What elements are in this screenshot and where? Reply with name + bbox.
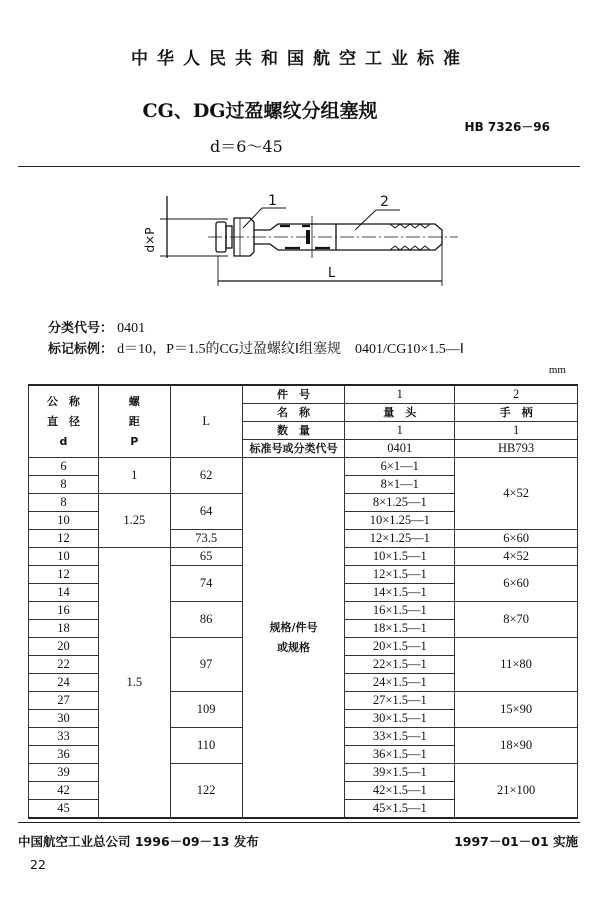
table-cell: 18×90 — [455, 728, 578, 764]
table-cell: 110 — [170, 728, 242, 764]
table-cell: 8×70 — [455, 602, 578, 638]
table-cell: 4×52 — [455, 548, 578, 566]
quantity-1: 1 — [345, 422, 455, 440]
table-cell: 45×1.5—1 — [345, 800, 455, 819]
table-cell: 14 — [29, 584, 99, 602]
header-name: 名 称 — [242, 404, 345, 422]
marking-example-label: 标记标例： — [48, 342, 114, 357]
standard-no-1: 0401 — [345, 440, 455, 458]
bottom-rule — [18, 822, 580, 823]
table-cell: 10×1.25—1 — [345, 512, 455, 530]
callout-1: 1 — [268, 193, 277, 209]
quantity-2: 1 — [455, 422, 578, 440]
standard-no-2: HB793 — [455, 440, 578, 458]
dim-length-label: L — [328, 266, 336, 281]
page-number: 22 — [30, 857, 46, 872]
dim-diameter-label: d×P — [143, 227, 157, 253]
callout-2: 2 — [380, 194, 389, 210]
table-cell: 10 — [29, 548, 99, 566]
unit-label: mm — [548, 364, 566, 376]
table-cell: 109 — [170, 692, 242, 728]
document-title: CG、DG过盈螺纹分组塞规 — [142, 100, 378, 122]
table-cell: 33×1.5—1 — [345, 728, 455, 746]
plug-gauge-drawing — [140, 178, 460, 292]
table-cell: 16×1.5—1 — [345, 602, 455, 620]
standard-code: HB 7326－96 — [464, 120, 550, 134]
publisher-line: 中国航空工业总公司 1996－09－13 发布 — [18, 834, 259, 849]
table-cell: 74 — [170, 566, 242, 602]
table-cell: 1.25 — [98, 494, 170, 548]
table-cell: 24×1.5—1 — [345, 674, 455, 692]
header-part-no: 件 号 — [242, 385, 345, 404]
table-cell: 12 — [29, 530, 99, 548]
table-cell: 30 — [29, 710, 99, 728]
name-1: 量 头 — [345, 404, 455, 422]
table-cell: 27×1.5—1 — [345, 692, 455, 710]
table-cell: 22 — [29, 656, 99, 674]
table-cell: 18 — [29, 620, 99, 638]
top-rule — [18, 166, 580, 167]
classification-label: 分类代号： — [48, 321, 114, 336]
table-cell: 64 — [170, 494, 242, 530]
table-cell: 65 — [170, 548, 242, 566]
table-cell: 20 — [29, 638, 99, 656]
table-cell: 62 — [170, 458, 242, 494]
table-cell: 39 — [29, 764, 99, 782]
table-cell: 6×60 — [455, 566, 578, 602]
table-cell: 30×1.5—1 — [345, 710, 455, 728]
table-cell: 12×1.25—1 — [345, 530, 455, 548]
table-cell: 1 — [98, 458, 170, 494]
table-cell: 21×100 — [455, 764, 578, 819]
header-nominal-diameter: 公 称 直 径 d — [29, 385, 99, 458]
table-cell: 122 — [170, 764, 242, 819]
table-cell: 33 — [29, 728, 99, 746]
table-cell: 10×1.5—1 — [345, 548, 455, 566]
table-cell: 12 — [29, 566, 99, 584]
table-cell: 1.5 — [98, 548, 170, 819]
table-cell: 36 — [29, 746, 99, 764]
effective-date: 1997－01－01 实施 — [454, 834, 578, 849]
table-cell: 8×1—1 — [345, 476, 455, 494]
standard-body-header: 中华人民共和国航空工业标准 — [131, 49, 469, 69]
table-cell: 12×1.5—1 — [345, 566, 455, 584]
table-cell: 73.5 — [170, 530, 242, 548]
table-cell: 18×1.5—1 — [345, 620, 455, 638]
table-cell: 8 — [29, 494, 99, 512]
table-cell: 24 — [29, 674, 99, 692]
table-cell: 45 — [29, 800, 99, 819]
part-no-1: 1 — [345, 385, 455, 404]
table-cell: 8×1.25—1 — [345, 494, 455, 512]
table-cell: 22×1.5—1 — [345, 656, 455, 674]
header-length: L — [170, 385, 242, 458]
table-cell: 97 — [170, 638, 242, 692]
table-cell: 6×1—1 — [345, 458, 455, 476]
table-cell: 11×80 — [455, 638, 578, 692]
table-cell: 14×1.5—1 — [345, 584, 455, 602]
table-cell: 42 — [29, 782, 99, 800]
table-cell: 16 — [29, 602, 99, 620]
gauge-spec-table — [28, 384, 578, 819]
table-cell: 39×1.5—1 — [345, 764, 455, 782]
table-cell: 42×1.5—1 — [345, 782, 455, 800]
table-cell: 6×60 — [455, 530, 578, 548]
name-2: 手 柄 — [455, 404, 578, 422]
table-cell: 36×1.5—1 — [345, 746, 455, 764]
table-row — [29, 458, 578, 476]
classification-block — [48, 318, 464, 360]
table-cell: 10 — [29, 512, 99, 530]
table-cell: 15×90 — [455, 692, 578, 728]
table-cell: 86 — [170, 602, 242, 638]
header-pitch: 螺 距 P — [98, 385, 170, 458]
table-cell: 6 — [29, 458, 99, 476]
table-cell: 8 — [29, 476, 99, 494]
marking-example-value: d＝10，P＝1.5的CG过盈螺纹Ⅰ组塞规 0401/CG10×1.5—Ⅰ — [117, 342, 464, 357]
spec-label-cell: 规格/件号 或规格 — [242, 458, 345, 819]
classification-value: 0401 — [117, 321, 146, 336]
table-cell: 27 — [29, 692, 99, 710]
diameter-range: d＝6～45 — [210, 137, 283, 156]
header-standard-no: 标准号或分类代号 — [242, 440, 345, 458]
part-no-2: 2 — [455, 385, 578, 404]
header-quantity: 数 量 — [242, 422, 345, 440]
table-cell: 20×1.5—1 — [345, 638, 455, 656]
table-cell: 4×52 — [455, 458, 578, 530]
